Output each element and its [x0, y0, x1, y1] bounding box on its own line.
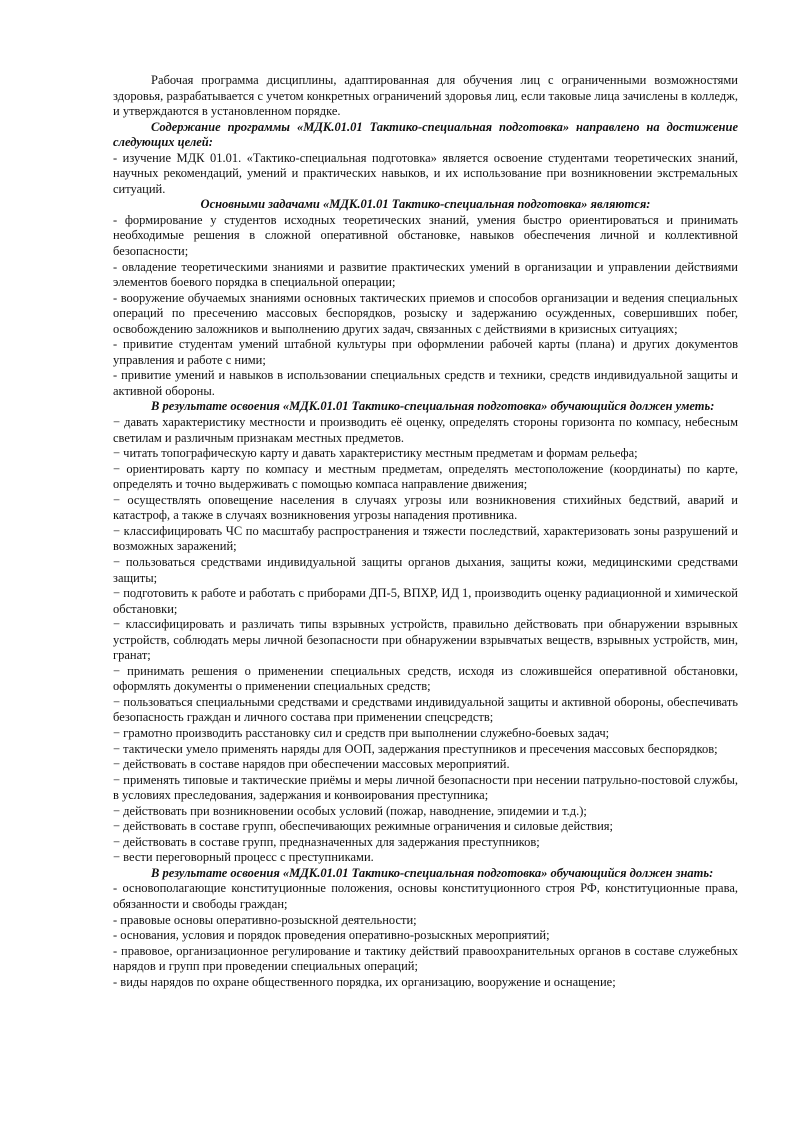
skill-item: − осуществлять оповещение населения в случаях угрозы или возникновения стихийных бедствий, аварий и катастроф, а также в случаях возникновения угрозы нападения противника.: [113, 492, 738, 523]
skill-item: − пользоваться средствами индивидуальной защиты органов дыхания, защиты кожи, медицинскими средствами защиты;: [113, 554, 738, 585]
knowledge-item: - правовое, организационное регулирование и тактику действий правоохранительных органов в составе служебных нарядов и групп при проведении специальных операций;: [113, 943, 738, 974]
skill-item: − действовать при возникновении особых условий (пожар, наводнение, эпидемии и т.д.);: [113, 803, 587, 818]
skill-item: − применять типовые и тактические приёмы и меры личной безопасности при несении патрульно-постовой службы, в условиях преследования, задержания и конвоирования преступника;: [113, 772, 738, 803]
knowledge-heading: В результате освоения «МДК.01.01 Тактико-специальная подготовка» обучающийся должен знать:: [151, 865, 714, 880]
goal-item: - изучение МДК 01.01. «Тактико-специальная подготовка» является освоение студентами теоретических знаний, научных рекомендаций, умений и практических навыков, и их использование при возникновении экстремальных ситуаций.: [113, 150, 738, 196]
skill-item: − тактически умело применять наряды для ООП, задержания преступников и пресечения массовых беспорядков;: [113, 741, 718, 756]
intro-paragraph: Рабочая программа дисциплины, адаптированная для обучения лиц с ограниченными возможностями здоровья, разрабатывается с учетом конкретных ограничений здоровья лиц, если таковые лица зачислены в колледж, и утверждаются в установленном порядке.: [113, 73, 738, 119]
task-item: - формирование у студентов исходных теоретических знаний, умения быстро ориентироваться и принимать необходимые решения в сложной оперативной обстановке, навыков обеспечения личной и коллективной безопасности;: [113, 212, 738, 259]
skill-item: − подготовить к работе и работать с приборами ДП-5, ВПХР, ИД 1, производить оценку радиационной и химической обстановки;: [113, 586, 738, 616]
skill-item: − ориентировать карту по компасу и местным предметам, определять местоположение (координаты) по карте, определять и точно выдерживать с помощью компаса направление движения;: [113, 461, 738, 492]
skill-item: − классифицировать и различать типы взрывных устройств, правильно действовать при обнаружении взрывных устройств, соблюдать меры личной безопасности при обнаружении взрывчатых веществ, взрывных устройств, мин, гранат;: [113, 617, 738, 663]
skill-item: − классифицировать ЧС по масштабу распространения и тяжести последствий, характеризовать зоны разрушений и возможных заражений;: [113, 523, 738, 554]
knowledge-item: - основания, условия и порядок проведения оперативно-розыскных мероприятий;: [113, 928, 550, 943]
knowledge-item: - правовые основы оперативно-розыскной деятельности;: [113, 912, 417, 927]
skill-item: − вести переговорный процесс с преступниками.: [113, 850, 374, 865]
goals-heading: Содержание программы «МДК.01.01 Тактико-специальная подготовка» направлено на достижение следующих целей:: [113, 119, 738, 150]
knowledge-item: - виды нарядов по охране общественного порядка, их организацию, вооружение и оснащение;: [113, 974, 616, 989]
skill-item: − действовать в составе групп, предназначенных для задержания преступников;: [113, 834, 540, 849]
knowledge-item: - основополагающие конституционные положения, основы конституционного строя РФ, конституционные права, обязанности и свободы граждан;: [113, 881, 738, 911]
skill-item: − действовать в составе групп, обеспечивающих режимные ограничения и силовые действия;: [113, 819, 613, 834]
task-item: - овладение теоретическими знаниями и развитие практических умений в организации и управлении действиями элементов боевого порядка в специальной операции;: [113, 259, 738, 290]
tasks-heading: Основными задачами «МДК.01.01 Тактико-специальная подготовка» являются:: [200, 197, 651, 212]
skill-item: − давать характеристику местности и производить её оценку, определять стороны горизонта по компасу, небесным светилам и различным признакам местных предметов.: [113, 415, 738, 445]
skill-item: − читать топографическую карту и давать характеристику местным предметам и формам рельефа;: [113, 446, 638, 461]
skill-item: − пользоваться специальными средствами и средствами индивидуальной защиты и активной обороны, обеспечивать безопасность граждан и личного состава при применении спецсредств;: [113, 694, 738, 725]
skills-heading: В результате освоения «МДК.01.01 Тактико-специальная подготовка» обучающийся должен уметь:: [151, 399, 715, 414]
skill-item: − действовать в составе нарядов при обеспечении массовых мероприятий.: [113, 757, 510, 772]
task-item: - вооружение обучаемых знаниями основных тактических приемов и способов организации и ведения специальных операций по пресечению массовых беспорядков, розыску и задержанию осужденных, совершивших побег, освобождению заложников и выполнению других задач, связанных с действиями в кризисных ситуациях;: [113, 290, 738, 336]
skill-item: − принимать решения о применении специальных средств, исходя из сложившейся оперативной обстановки, оформлять документы о применении специальных средств;: [113, 663, 738, 694]
task-item: - привитие умений и навыков в использовании специальных средств и техники, средств индивидуальной защиты и активной обороны.: [113, 368, 738, 398]
task-item: - привитие студентам умений штабной культуры при оформлении рабочей карты (плана) и других документов управления и работе с ними;: [113, 337, 738, 367]
skill-item: − грамотно производить расстановку сил и средств при выполнении служебно-боевых задач;: [113, 725, 610, 740]
